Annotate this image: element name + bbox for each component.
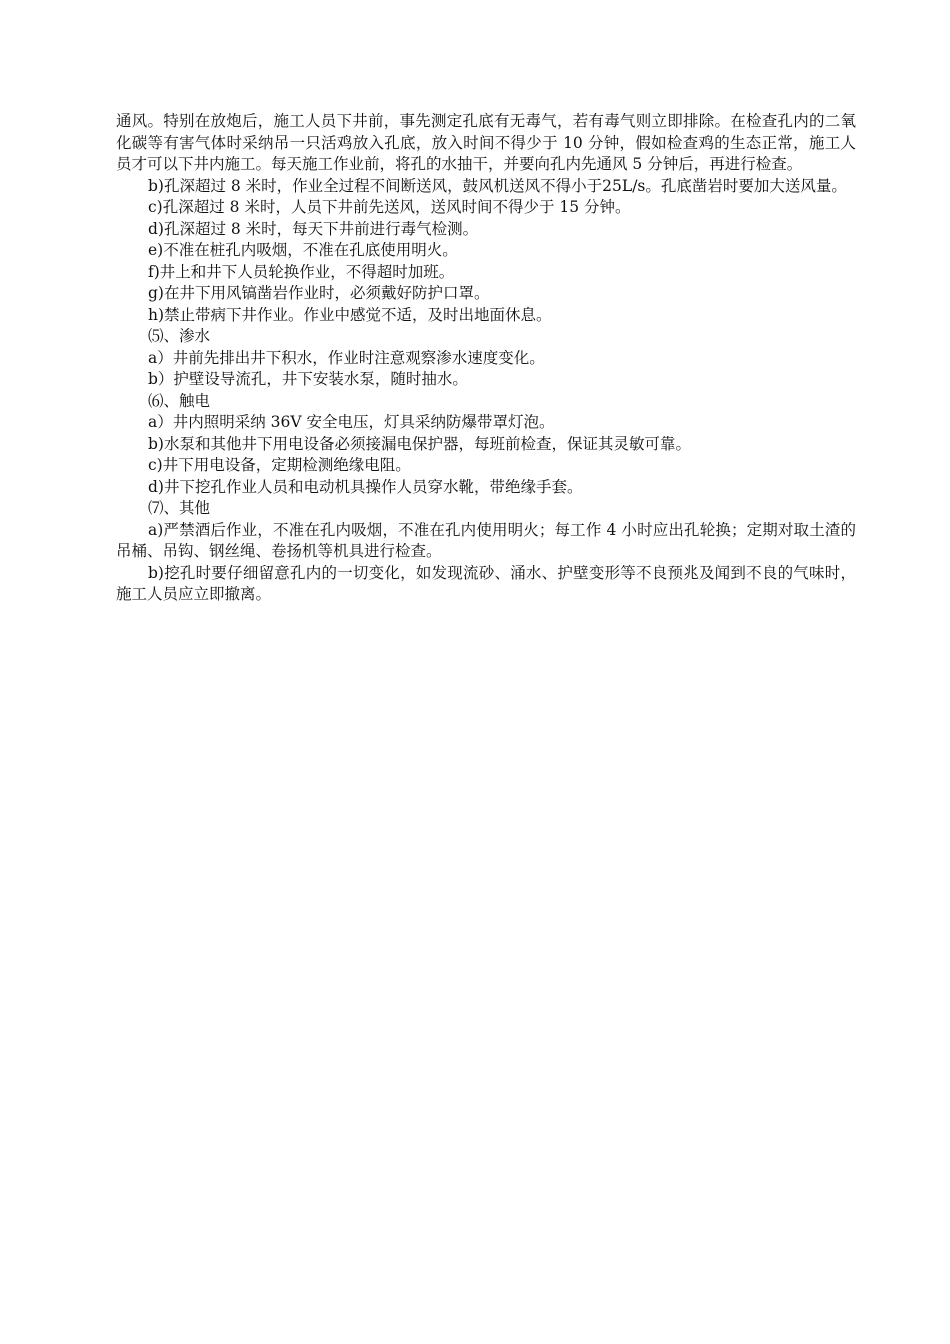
section-heading-seepage: ⑸、渗水	[148, 327, 211, 345]
paragraph-electric-item-c: c)井下用电设备，定期检测绝缘电阻。	[148, 456, 411, 474]
paragraph-item-g-dust-mask: g)在井下用风镐凿岩作业时，必须戴好防护口罩。	[148, 284, 490, 302]
document-body	[116, 111, 856, 606]
paragraph-electric-item-b: b)水泵和其他井下用电设备必须接漏电保护器，每班前检查，保证其灵敏可靠。	[148, 434, 691, 453]
paragraph-item-f-shift-rotation: f)井上和井下人员轮换作业，不得超时加班。	[148, 262, 455, 281]
paragraph-electric-item-a: a）井内照明采纳 36V 安全电压，灯具采纳防爆带罩灯泡。	[148, 413, 555, 431]
section-heading-electric-shock: ⑹、触电	[148, 391, 211, 410]
paragraph-item-h-no-sick-work: h)禁止带病下井作业。作业中感觉不适，及时出地面休息。	[148, 305, 552, 324]
paragraph-ventilation-intro: 通风。特别在放炮后，施工人员下井前，事先测定孔底有无毒气，若有毒气则立即排除。在检查孔内的二氧化碳等有害气体时采纳吊一只活鸡放入孔底，放入时间不得少于 10 分钟，假如检查鸡的生态正常，施工人员才可以下井内施工。每天施工作业前，将孔的水抽干，并要向孔内先通风 5 分钟后，再进行检查。	[116, 112, 856, 173]
paragraph-item-e-no-smoking: e)不准在桩孔内吸烟，不准在孔底使用明火。	[148, 241, 458, 259]
paragraph-electric-item-d: d)井下挖孔作业人员和电动机具操作人员穿水靴，带绝缘手套。	[148, 477, 583, 496]
paragraph-item-d-gas-detection: d)孔深超过 8 米时，每天下井前进行毒气检测。	[148, 219, 479, 238]
paragraph-item-c-pre-entry-ventilation: c)孔深超过 8 米时，人员下井前先送风，送风时间不得少于 15 分钟。	[148, 198, 631, 216]
paragraph-seepage-item-a: a）井前先排出井下积水，作业时注意观察渗水速度变化。	[148, 348, 545, 367]
paragraph-seepage-item-b: b）护壁设导流孔，井下安装水泵，随时抽水。	[148, 370, 468, 388]
paragraph-other-item-b: b)挖孔时要仔细留意孔内的一切变化，如发现流砂、涌水、护壁变形等不良预兆及闻到不良的气味时，施工人员应立即撤离。	[116, 563, 856, 603]
paragraph-item-b-continuous-ventilation: b)孔深超过 8 米时，作业全过程不间断送风，鼓风机送风不得小于25L/s。孔底凿岩时要加大送风量。	[148, 176, 847, 195]
section-heading-other: ⑺、其他	[148, 499, 211, 517]
paragraph-other-item-a: a)严禁酒后作业，不准在孔内吸烟，不准在孔内使用明火；每工作 4 小时应出孔轮换；定期对取土渣的吊桶、吊钩、钢丝绳、卷扬机等机具进行检查。	[116, 520, 856, 560]
